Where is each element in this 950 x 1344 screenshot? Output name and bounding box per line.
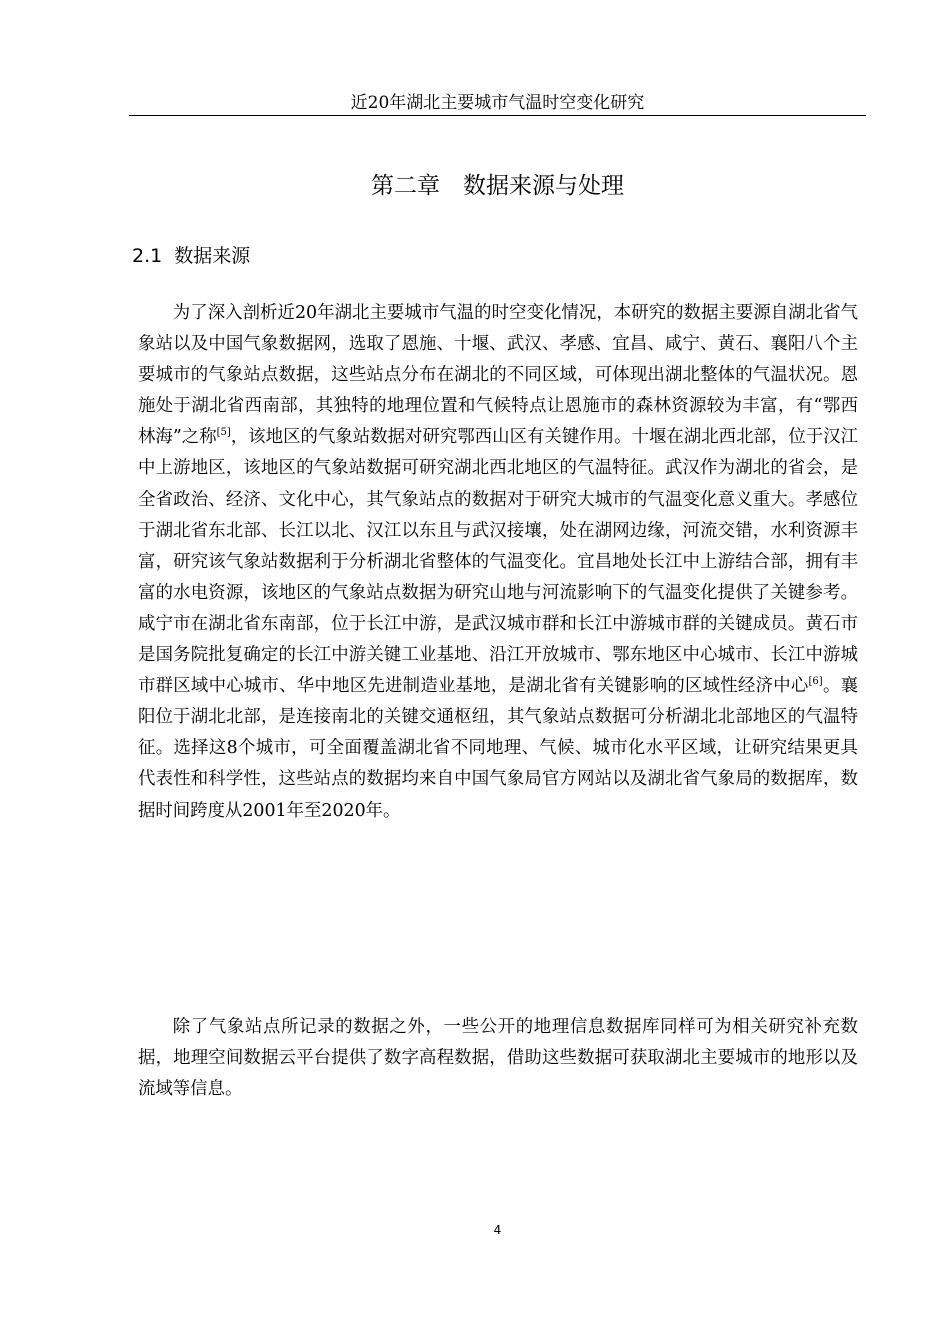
paragraph-text: ，该地区的气象站数据对研究鄂西山区有关键作用。十堰在湖北西北部，位于汉江中上游地区，该地区的气象站数据可研究湖北西北地区的气温特征。武汉作为湖北的省会，是全省政治、经济、文化中心，其气象站点的数据对于研究大城市的气温变化意义重大。孝感位于湖北省东北部、长江以北、汉江以东且与武汉接壤，处在湖网边缘，河流交错，水利资源丰富，研究该气象站数据利于分析湖北省整体的气温变化。宜昌地处长江中上游结合部，拥有丰富的水电资源，该地区的气象站点数据为研究山地与河流影响下的气温变化提供了关键参考。咸宁市在湖北省东南部，位于长江中游，是武汉城市群和长江中游城市群的关键成员。黄石市是国务院批复确定的长江中游关键工业基地、沿江开放城市、鄂东地区中心城市、长江中游城市群区域中心城市、华中地区先进制造业基地，是湖北省有关键影响的区域性经济中心: [138, 427, 858, 697]
running-header: 近20年湖北主要城市气温时空变化研究: [350, 93, 645, 113]
paragraph-text: 。襄阳位于湖北北部，是连接南北的关键交通枢纽，其气象站点数据可分析湖北北部地区的气温特征。选择这8个城市，可全面覆盖湖北省不同地理、气候、城市化水平区域，让研究结果更具代表性和科学性，这些站点的数据均来自中国气象局官方网站以及湖北省气象局的数据库，数据时间跨度从2001年至2020年。: [138, 676, 858, 821]
page-number: 4: [493, 1223, 502, 1237]
paragraph-data-sources: [138, 298, 858, 827]
paragraph-text: 为了深入剖析近20年湖北主要城市气温的时空变化情况，本研究的数据主要源自湖北省气象站以及中国气象数据网，选取了恩施、十堰、武汉、孝感、宜昌、咸宁、黄石、襄阳八个主要城市的气象站点数据，这些站点分布在湖北的不同区域，可体现出湖北整体的气温状况。恩施处于湖北省西南部，其独特的地理位置和气候特点让恩施市的森林资源较为丰富，有“鄂西林海”之称: [138, 303, 858, 448]
header-rule: [129, 115, 866, 116]
citation-marker: [5]: [216, 427, 231, 439]
citation-marker: [6]: [808, 676, 823, 688]
section-heading: 2.1 数据来源: [132, 245, 251, 267]
chapter-title: 第二章 数据来源与处理: [371, 173, 624, 199]
paragraph-supplementary-data: 除了气象站点所记录的数据之外，一些公开的地理信息数据库同样可为相关研究补充数据，地理空间数据云平台提供了数字高程数据，借助这些数据可获取湖北主要城市的地形以及流域等信息。: [138, 1017, 858, 1100]
